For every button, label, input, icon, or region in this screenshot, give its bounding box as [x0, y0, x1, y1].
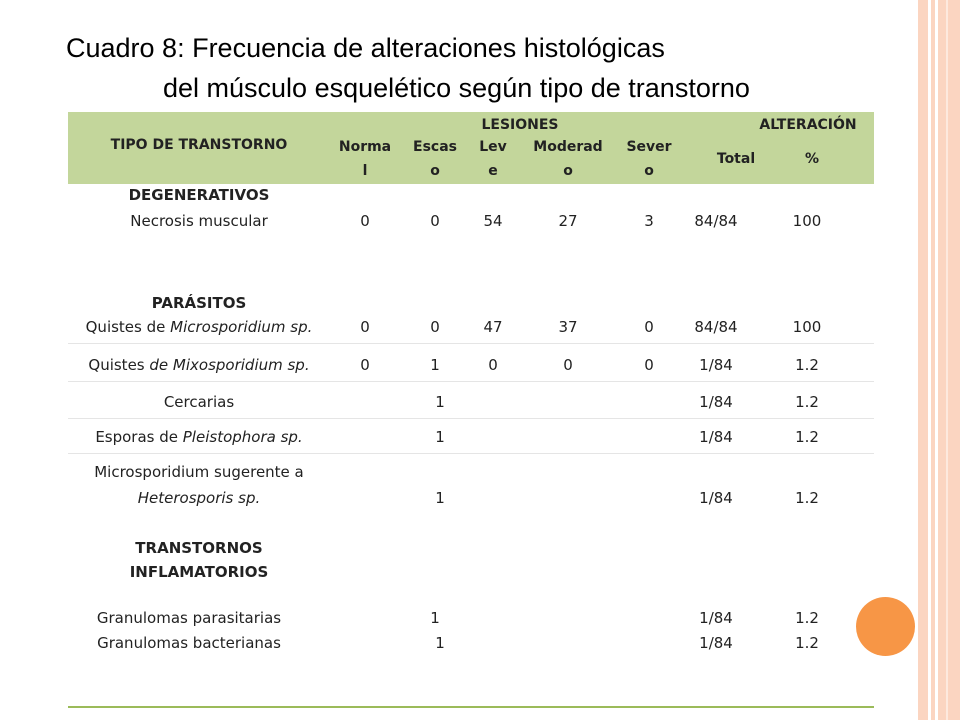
- cell-escaso: 1: [435, 489, 445, 507]
- cell-leve: 54: [483, 212, 503, 230]
- header-escaso-2: o: [430, 163, 440, 179]
- row-label: Cercarias: [163, 393, 235, 411]
- header-tipo: TIPO DE TRANSTORNO: [110, 137, 288, 153]
- cell-escaso: 1: [435, 428, 445, 446]
- table-bottom-rule: [68, 706, 874, 708]
- header-leve-1: Lev: [479, 139, 507, 155]
- cell-escaso: 0: [430, 212, 440, 230]
- decor-stripe-3: [938, 0, 960, 720]
- row-label: [68, 426, 330, 448]
- row-label: Granulomas parasitarias: [96, 609, 282, 627]
- cell-escaso: 0: [430, 318, 440, 336]
- row-label-text: Esporas de: [95, 428, 183, 446]
- cell-leve: 0: [488, 356, 498, 374]
- decor-circle: [856, 597, 915, 656]
- cell-normal: 0: [360, 318, 370, 336]
- cell-pct: 1.2: [795, 356, 819, 374]
- row-label: Microsporidium sugerente a: [94, 463, 304, 481]
- row-label: [58, 316, 340, 338]
- data-table: [68, 112, 874, 708]
- row-label: [58, 354, 340, 376]
- cell-escaso: 1: [435, 393, 445, 411]
- header-total: Total: [716, 151, 756, 167]
- header-lesiones: LESIONES: [481, 117, 559, 133]
- cell-normal: 0: [360, 212, 370, 230]
- section-inflamatorios-2: INFLAMATORIOS: [129, 563, 269, 581]
- cell-escaso: 1: [435, 634, 445, 652]
- row-divider: [68, 453, 874, 454]
- row-label-species: Pleistophora sp.: [182, 428, 303, 446]
- cell-pct: 1.2: [795, 393, 819, 411]
- cell-pct: 1.2: [795, 489, 819, 507]
- header-moderado-2: o: [563, 163, 573, 179]
- header-alteracion: ALTERACIÓN: [759, 117, 857, 133]
- title-line-2: del músculo esquelético según tipo de transtorno: [163, 73, 750, 103]
- row-divider: [68, 381, 874, 382]
- cell-pct: 100: [792, 318, 822, 336]
- row-label-species: de Mixosporidium sp.: [149, 356, 310, 374]
- cell-pct: 1.2: [795, 428, 819, 446]
- cell-moderado: 0: [563, 356, 573, 374]
- section-inflamatorios-1: TRANSTORNOS: [135, 539, 263, 557]
- decor-stripe-1: [918, 0, 928, 720]
- row-label: Granulomas bacterianas: [97, 634, 281, 652]
- cell-severo: 0: [644, 318, 654, 336]
- cell-total: 1/84: [699, 428, 733, 446]
- header-severo-2: o: [644, 163, 654, 179]
- header-normal-2: l: [362, 163, 368, 179]
- row-label-species: [68, 487, 330, 509]
- header-moderado-1: Moderad: [533, 139, 603, 155]
- cell-moderado: 27: [558, 212, 578, 230]
- row-label-species-text: Heterosporis sp.: [137, 489, 261, 507]
- cell-severo: 3: [644, 212, 654, 230]
- cell-pct: 100: [792, 212, 822, 230]
- row-divider: [68, 418, 874, 419]
- table-header: [68, 112, 874, 184]
- decor-stripe-4: [946, 0, 948, 720]
- header-escaso-1: Escas: [413, 139, 457, 155]
- header-normal-1: Norma: [338, 139, 392, 155]
- cell-pct: 1.2: [795, 609, 819, 627]
- cell-escaso: 1: [430, 356, 440, 374]
- row-label-text: Quistes: [88, 356, 150, 374]
- cell-total: 1/84: [699, 393, 733, 411]
- cell-severo: 0: [644, 356, 654, 374]
- row-label-species: Microsporidium sp.: [170, 318, 313, 336]
- row-divider: [68, 343, 874, 344]
- cell-total: 84/84: [694, 318, 738, 336]
- section-degenerativos: DEGENERATIVOS: [128, 186, 270, 204]
- cell-leve: 47: [483, 318, 503, 336]
- cell-total: 84/84: [694, 212, 738, 230]
- cell-escaso: 1: [430, 609, 440, 627]
- cell-normal: 0: [360, 356, 370, 374]
- row-label: Necrosis muscular: [130, 212, 268, 230]
- cell-total: 1/84: [699, 356, 733, 374]
- section-parasitos: PARÁSITOS: [151, 294, 247, 312]
- cell-total: 1/84: [699, 609, 733, 627]
- slide-title: [66, 28, 886, 108]
- row-label-text: Quistes de: [85, 318, 171, 336]
- header-leve-2: e: [488, 163, 498, 179]
- decor-stripe-2: [931, 0, 935, 720]
- cell-total: 1/84: [699, 634, 733, 652]
- cell-moderado: 37: [558, 318, 578, 336]
- cell-pct: 1.2: [795, 634, 819, 652]
- cell-total: 1/84: [699, 489, 733, 507]
- header-severo-1: Sever: [626, 139, 672, 155]
- header-pct: %: [804, 151, 820, 167]
- title-line-1: Cuadro 8: Frecuencia de alteraciones histológicas: [66, 33, 665, 63]
